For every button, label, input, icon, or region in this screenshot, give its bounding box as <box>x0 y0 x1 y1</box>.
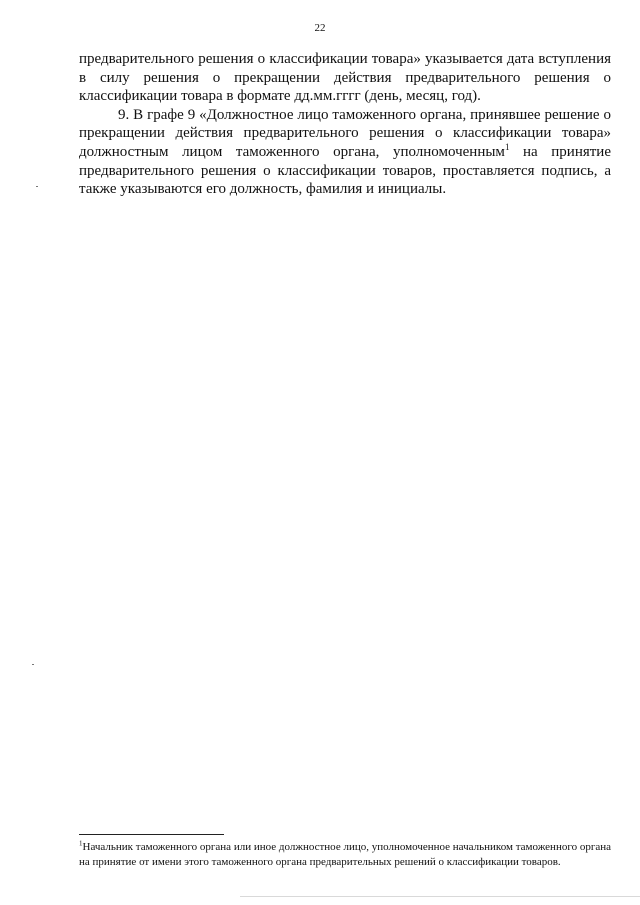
footnote-text: Начальник таможенного органа или иное должностное лицо, уполномоченное начальником таможенного органа на принятие от имени этого таможенного органа предварительных решений о классификации товаров. <box>79 841 611 868</box>
footnote-separator <box>79 834 224 835</box>
paragraph-continuation: предварительного решения о классификации товара» указывается дата вступления в силу решения о прекращении действия предварительного решения о классификации товара в формате дд.мм.гггг (день, месяц, год). <box>79 51 611 105</box>
footnote-reference: 1 <box>504 141 510 152</box>
paragraph-item-9 <box>79 106 611 199</box>
paragraph-item-9-text-start: 9. В графе 9 «Должностное лицо таможенного органа, принявшее решение о прекращении действия предварительного решения о классификации товара» должностным лицом таможенного органа, уполномоченным <box>79 106 611 160</box>
scan-speck <box>32 664 34 665</box>
body-text <box>79 50 611 199</box>
footnote-mark: 1 <box>79 839 83 848</box>
scan-speck <box>36 186 38 187</box>
page-number: 22 <box>314 22 326 34</box>
paragraph-item-9-text-end: на принятие предварительного решения о классификации товаров, проставляется подпись, а также указываются его должность, фамилия и инициалы. <box>79 143 611 198</box>
scan-edge-line <box>240 896 640 897</box>
footnote <box>79 840 611 870</box>
